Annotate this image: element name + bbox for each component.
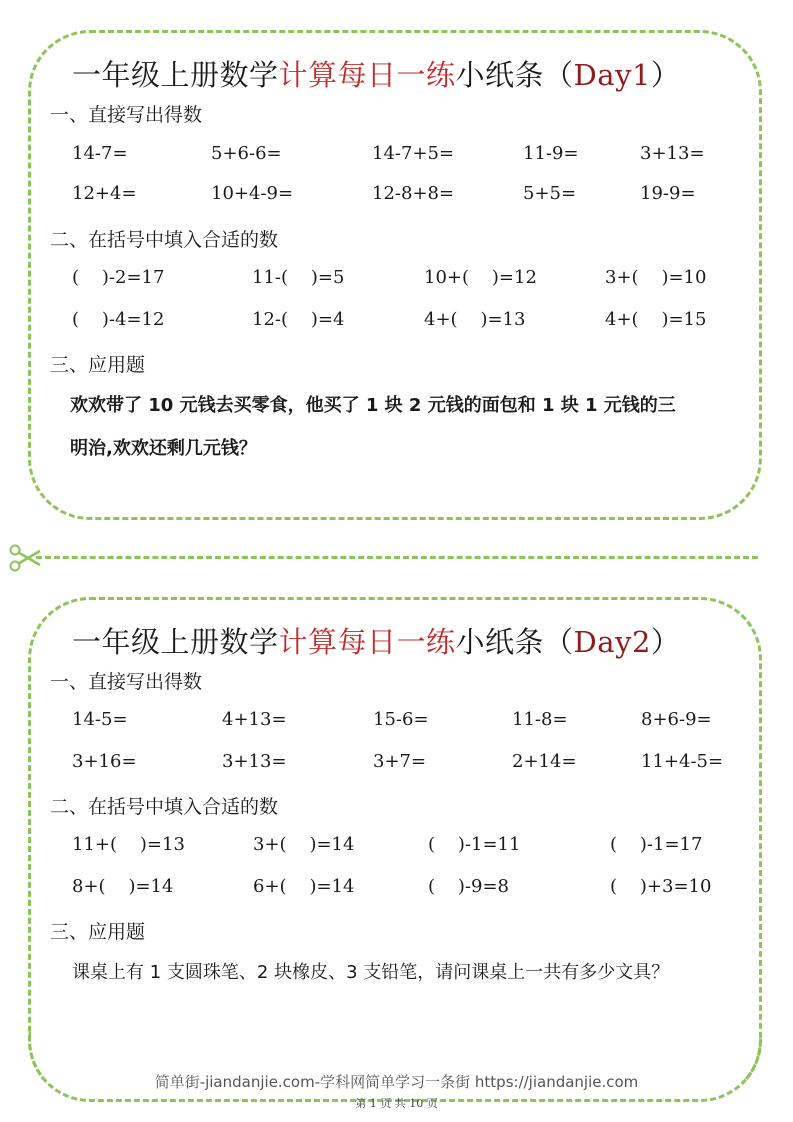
equation: 4+13= [222, 709, 287, 730]
title-close: ） [650, 625, 681, 659]
fill-blank-equation: ( )-1=17 [610, 834, 703, 855]
equation: 11-8= [512, 709, 568, 730]
direct-answer-row [0, 751, 793, 775]
section-heading-direct-answer: 一、直接写出得数 [50, 671, 203, 693]
fill-blank-equation: 10+( )=12 [424, 267, 537, 288]
equation: 2+14= [512, 751, 577, 772]
fill-blank-row [0, 309, 793, 333]
fill-blank-equation: ( )+3=10 [610, 876, 712, 897]
title-prefix: 一年级上册数学 [72, 625, 279, 659]
equation: 19-9= [640, 183, 696, 204]
equation: 14-7+5= [372, 143, 455, 164]
section-heading-word-problem: 三、应用题 [50, 921, 146, 943]
equation: 3+13= [222, 751, 287, 772]
fill-blank-equation: 3+( )=10 [605, 267, 707, 288]
fill-blank-equation: 11-( )=5 [252, 267, 345, 288]
section-heading-direct-answer: 一、直接写出得数 [50, 104, 203, 126]
equation: 12+4= [72, 183, 137, 204]
equation: 3+16= [72, 751, 137, 772]
section-heading-fill-blank: 二、在括号中填入合适的数 [50, 229, 279, 251]
fill-blank-equation: 3+( )=14 [253, 834, 355, 855]
direct-answer-row [0, 183, 793, 207]
title-prefix: 一年级上册数学 [72, 58, 279, 92]
word-problem-line: 欢欢带了 10 元钱去买零食，他买了 1 块 2 元钱的面包和 1 块 1 元钱的三 [70, 395, 676, 416]
title-suffix: 小纸条（ [455, 625, 574, 659]
section-heading-fill-blank: 二、在括号中填入合适的数 [50, 796, 279, 818]
page-number: 第 1 页 共 10 页 [355, 1097, 438, 1110]
equation: 15-6= [373, 709, 429, 730]
title-close: ） [650, 58, 681, 92]
fill-blank-equation: 8+( )=14 [72, 876, 174, 897]
word-problem-line: 明治,欢欢还剩几元钱？ [70, 438, 257, 459]
title-day: Day2 [573, 625, 651, 659]
title-day: Day1 [573, 58, 651, 92]
card-title-day1 [72, 53, 680, 94]
equation: 14-7= [72, 143, 128, 164]
equation: 11+4-5= [641, 751, 724, 772]
fill-blank-row [0, 834, 793, 858]
title-suffix: 小纸条（ [455, 58, 574, 92]
equation: 8+6-9= [641, 709, 712, 730]
fill-blank-row [0, 267, 793, 291]
section-heading-word-problem: 三、应用题 [50, 354, 146, 376]
fill-blank-equation: 11+( )=13 [72, 834, 185, 855]
direct-answer-row [0, 709, 793, 733]
equation: 10+4-9= [211, 183, 294, 204]
fill-blank-equation: ( )-4=12 [72, 309, 165, 330]
watermark-text [0, 1071, 793, 1092]
fill-blank-equation: 12-( )=4 [252, 309, 345, 330]
equation: 3+7= [373, 751, 427, 772]
word-problem-line: 课桌上有 1 支圆珠笔、2 块橡皮、3 支铅笔，请问课桌上一共有多少文具？ [72, 962, 670, 983]
fill-blank-equation: 4+( )=15 [605, 309, 707, 330]
equation: 5+6-6= [211, 143, 282, 164]
cut-line-divider [36, 556, 758, 559]
fill-blank-equation: ( )-2=17 [72, 267, 165, 288]
title-highlight: 计算每日一练 [278, 58, 456, 92]
fill-blank-equation: 6+( )=14 [253, 876, 355, 897]
direct-answer-row [0, 143, 793, 167]
fill-blank-row [0, 876, 793, 900]
equation: 14-5= [72, 709, 128, 730]
watermark-label: 简单街-jiandanjie.com-学科网简单学习一条街 https://jiandanjie.com [154, 1073, 639, 1091]
equation: 3+13= [640, 143, 705, 164]
equation: 5+5= [523, 183, 577, 204]
equation: 12-8+8= [372, 183, 455, 204]
card-title-day2 [72, 620, 680, 661]
fill-blank-equation: 4+( )=13 [424, 309, 526, 330]
fill-blank-equation: ( )-9=8 [428, 876, 509, 897]
equation: 11-9= [523, 143, 579, 164]
title-highlight: 计算每日一练 [278, 625, 456, 659]
fill-blank-equation: ( )-1=11 [428, 834, 521, 855]
